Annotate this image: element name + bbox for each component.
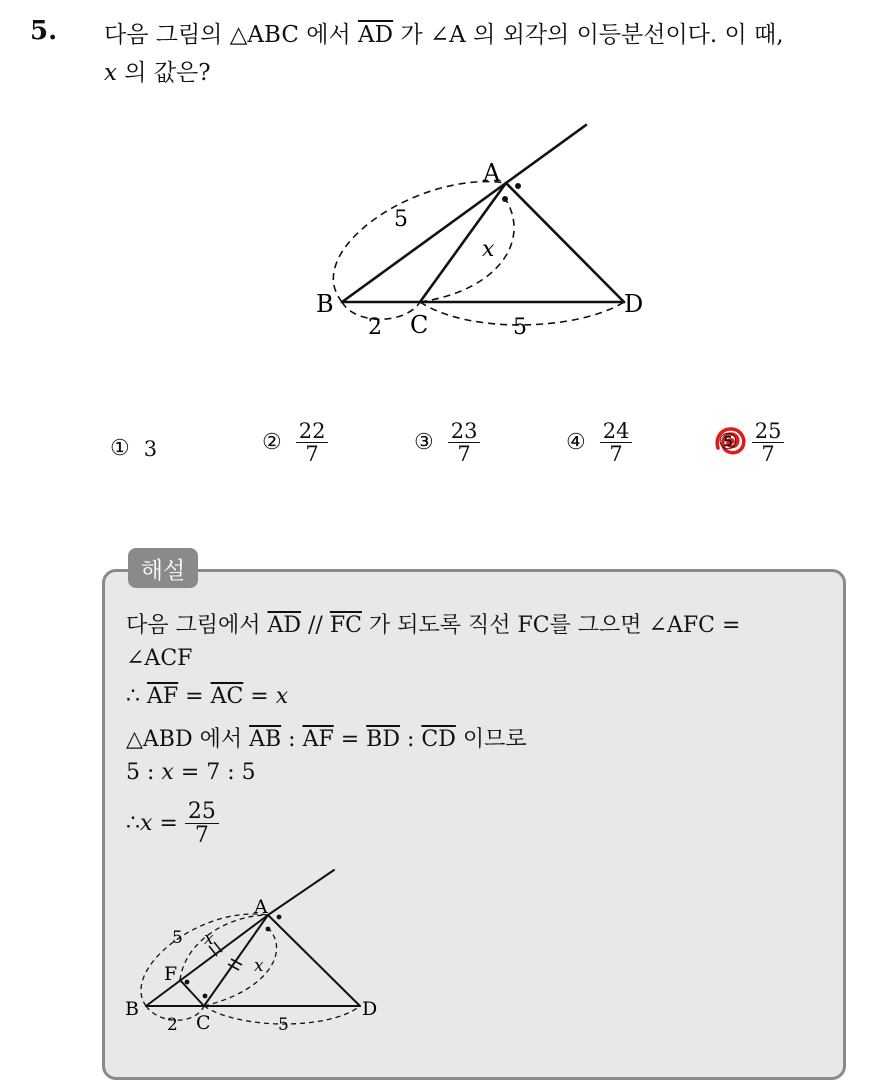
solution-line-1 bbox=[126, 608, 740, 639]
equals-3: = bbox=[333, 727, 367, 752]
segment-ab: $\overline{AB}$ bbox=[249, 727, 282, 752]
answer-numerator: 25 bbox=[185, 800, 219, 824]
choice-3[interactable] bbox=[414, 420, 480, 465]
sol-length-ab-label: 5 bbox=[172, 928, 183, 948]
point-b-label: B bbox=[316, 290, 334, 318]
question-text-part3: 의 값은? bbox=[116, 60, 211, 86]
solution-tag: 해설 bbox=[128, 548, 198, 588]
choice-4-fraction bbox=[600, 420, 633, 465]
choice-3-mark: ③ bbox=[414, 430, 434, 456]
point-c-label: C bbox=[410, 311, 429, 339]
equals-2: = bbox=[243, 684, 276, 709]
sol-point-a-label: A bbox=[254, 896, 268, 918]
choice-1[interactable] bbox=[110, 436, 157, 461]
line-a-ext bbox=[506, 125, 586, 183]
ratio-left: 5 : bbox=[126, 760, 162, 785]
question-text-part2: 가 ∠A 의 외각의 이등분선이다. 이 때, bbox=[393, 22, 784, 48]
segment-ac: $\overline{AC}$ bbox=[210, 684, 244, 709]
choice-5-numerator: 25 bbox=[752, 420, 785, 443]
choice-4-mark: ④ bbox=[566, 430, 586, 456]
length-ab-label: 5 bbox=[394, 207, 408, 232]
choice-2-numerator: 22 bbox=[296, 420, 329, 443]
solution-line-5 bbox=[126, 760, 256, 785]
variable-x-line3: x bbox=[275, 684, 289, 709]
tick-af-2 bbox=[214, 942, 222, 952]
segment-bd: $\overline{BD}$ bbox=[366, 727, 400, 752]
angle-mark-dot-1 bbox=[515, 183, 521, 189]
sol-angle-dot-4 bbox=[203, 994, 208, 999]
choice-5-mark: ⑤ bbox=[718, 430, 738, 456]
therefore-symbol-2: ∴ bbox=[126, 811, 140, 837]
choice-2-fraction bbox=[296, 420, 329, 465]
choice-2-mark: ② bbox=[262, 430, 282, 456]
solution-line-1-parallel: // bbox=[301, 613, 330, 638]
choice-4-denominator: 7 bbox=[609, 442, 623, 467]
choice-1-value: 3 bbox=[143, 436, 158, 461]
sol-point-c-label: C bbox=[196, 1012, 211, 1034]
sol-length-ac-label: x bbox=[254, 956, 264, 976]
line-ad bbox=[506, 183, 624, 302]
segment-cd: $\overline{CD}$ bbox=[421, 727, 456, 752]
solution-figure bbox=[118, 865, 418, 1040]
sol-length-cd-label: 5 bbox=[278, 1015, 289, 1035]
sol-length-bc-label: 2 bbox=[167, 1015, 178, 1035]
arc-ab bbox=[333, 182, 506, 302]
sol-angle-dot-2 bbox=[266, 927, 271, 932]
equals-1: = bbox=[178, 684, 211, 709]
solution-line-3 bbox=[126, 684, 288, 709]
length-ac-label: x bbox=[482, 237, 495, 262]
sol-line-ad bbox=[268, 915, 360, 1006]
choice-4-numerator: 24 bbox=[600, 420, 633, 443]
triangle-figure bbox=[0, 110, 884, 470]
sol-line-a-ext bbox=[268, 870, 334, 915]
choice-2-denominator: 7 bbox=[305, 442, 319, 467]
variable-x-line5: x bbox=[161, 760, 174, 785]
choice-3-denominator: 7 bbox=[457, 442, 471, 467]
sol-point-d-label: D bbox=[362, 998, 378, 1020]
answer-fraction bbox=[185, 800, 219, 847]
ratio-colon-1: : bbox=[281, 727, 303, 752]
question-text bbox=[104, 16, 864, 92]
sol-arc-ab bbox=[141, 914, 268, 1006]
solution-line-4-text-e: 이므로 bbox=[455, 727, 527, 752]
segment-af-2: $\overline{AF}$ bbox=[302, 727, 334, 752]
sol-angle-dot-3 bbox=[185, 980, 190, 985]
choice-5-denominator: 7 bbox=[761, 442, 775, 467]
segment-ad-solution: $\overline{AD}$ bbox=[267, 613, 302, 638]
segment-af: $\overline{AF}$ bbox=[147, 684, 179, 709]
segment-ad: $\overline{AD}$ bbox=[358, 22, 394, 48]
answer-denominator: 7 bbox=[194, 823, 209, 849]
choice-3-numerator: 23 bbox=[448, 420, 481, 443]
solution-line-1-text-a: 다음 그림에서 bbox=[126, 613, 268, 638]
variable-x: x bbox=[104, 60, 117, 86]
therefore-symbol: ∴ bbox=[126, 684, 147, 709]
sol-angle-dot-1 bbox=[277, 915, 282, 920]
segment-fc: $\overline{FC}$ bbox=[329, 613, 362, 638]
sol-line-fc bbox=[180, 980, 204, 1006]
sol-length-af-label: x bbox=[204, 929, 214, 949]
choice-5-fraction bbox=[752, 420, 785, 465]
sol-arc-ac bbox=[204, 928, 277, 1006]
point-a-label: A bbox=[483, 159, 501, 187]
choice-5[interactable] bbox=[718, 420, 784, 465]
choice-5-mark-wrap bbox=[718, 430, 738, 455]
ratio-right: = 7 : 5 bbox=[173, 760, 256, 785]
choice-1-mark: ① bbox=[110, 436, 130, 461]
sol-point-f-label: F bbox=[164, 963, 178, 985]
length-bc-label: 2 bbox=[368, 315, 382, 340]
question-number: 5. bbox=[30, 16, 58, 46]
solution-line-2: ∠ACF bbox=[126, 646, 193, 671]
angle-mark-dot-2 bbox=[502, 196, 508, 202]
length-cd-label: 5 bbox=[513, 315, 527, 340]
solution-line-1-text-c: 가 되도록 직선 FC를 그으면 ∠AFC = bbox=[361, 613, 741, 638]
variable-x-line6: x bbox=[140, 811, 153, 837]
choice-2[interactable] bbox=[262, 420, 328, 465]
ratio-colon-2: : bbox=[399, 727, 422, 752]
solution-line-4-text-a: △ABD 에서 bbox=[126, 727, 250, 752]
arc-ac bbox=[420, 200, 514, 302]
point-d-label: D bbox=[624, 290, 644, 318]
solution-line-6 bbox=[126, 800, 219, 847]
sol-point-b-label: B bbox=[125, 998, 139, 1020]
choice-4[interactable] bbox=[566, 420, 632, 465]
question-text-part1: 다음 그림의 △ABC 에서 bbox=[104, 22, 358, 48]
choice-3-fraction bbox=[448, 420, 481, 465]
equals-4: = bbox=[152, 811, 185, 837]
solution-line-4 bbox=[126, 722, 527, 753]
